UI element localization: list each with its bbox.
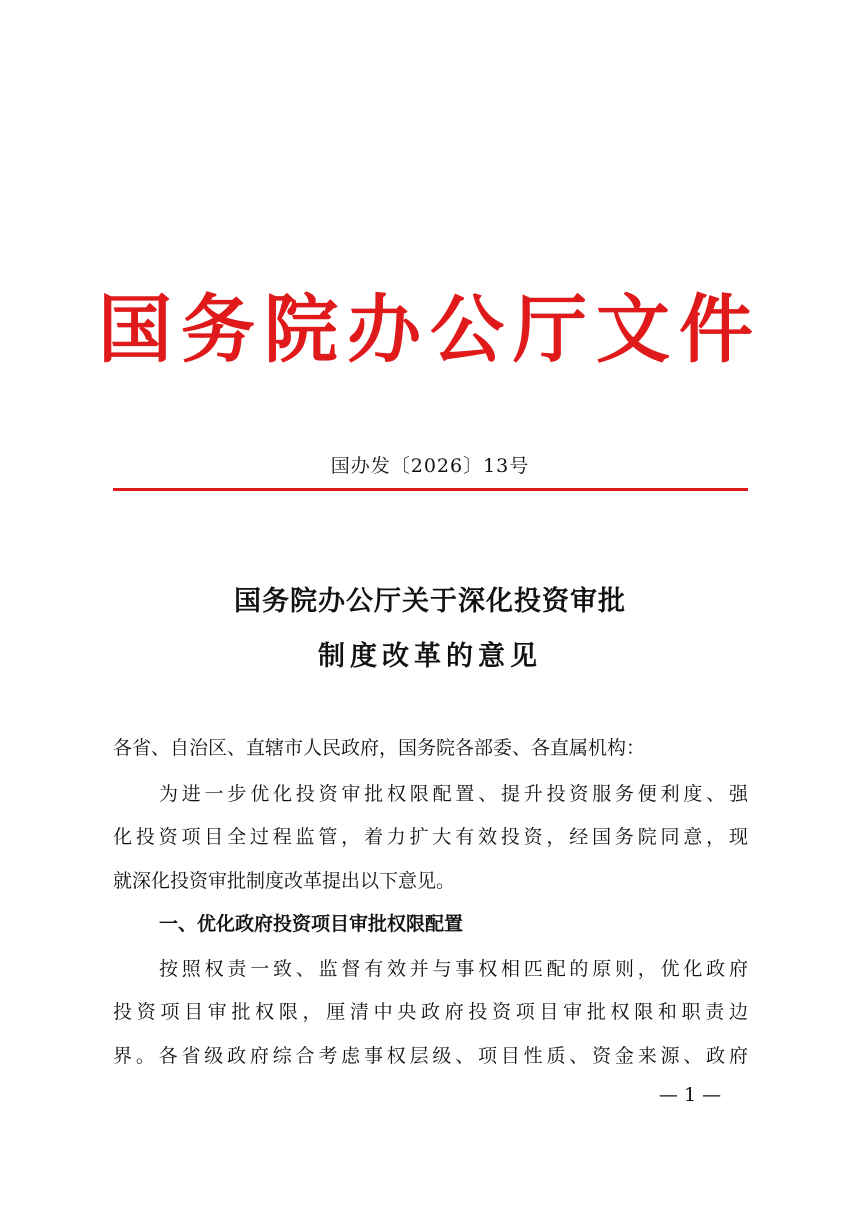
intro-line-3: 就深化投资审批制度改革提出以下意见。 — [113, 870, 456, 892]
document-title-line-1: 国务院办公厅关于深化投资审批 — [234, 586, 626, 617]
intro-line-2: 化投资项目全过程监管，着力扩大有效投资，经国务院同意，现 — [113, 826, 748, 848]
document-title-line-2: 制度改革的意见 — [318, 641, 542, 672]
masthead-title: 国务院办公厅文件 — [98, 287, 762, 373]
page-number: — 1 — — [658, 1084, 722, 1106]
intro-line-1: 为进一步优化投资审批权限配置、提升投资服务便利度、强 — [159, 783, 748, 805]
section-line-1: 按照权责一致、监督有效并与事权相匹配的原则，优化政府 — [159, 958, 748, 980]
section-line-3: 界。各省级政府综合考虑事权层级、项目性质、资金来源、政府 — [113, 1045, 748, 1067]
salutation: 各省、自治区、直辖市人民政府，国务院各部委、各直属机构： — [113, 737, 646, 759]
section-heading: 一、优化政府投资项目审批权限配置 — [159, 913, 464, 935]
document-number: 国办发〔2026〕13号 — [330, 455, 530, 477]
red-separator-line — [113, 488, 748, 491]
section-line-2: 投资项目审批权限，厘清中央政府投资项目审批权限和职责边 — [113, 1001, 748, 1023]
